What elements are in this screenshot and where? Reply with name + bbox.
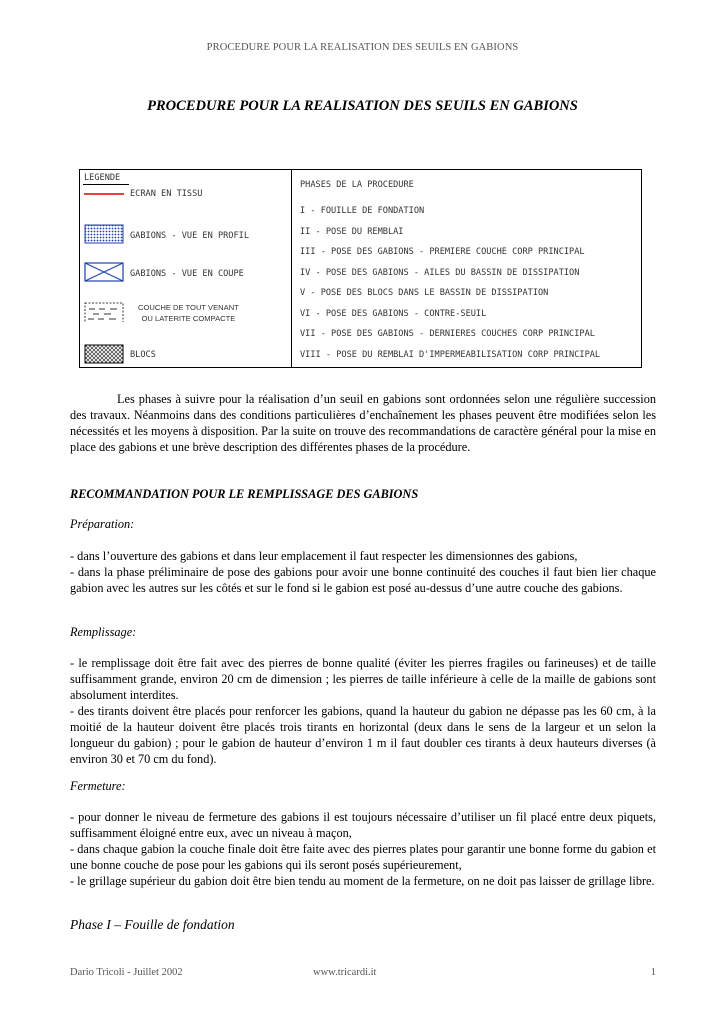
fermeture-bullet: - pour donner le niveau de fermeture des gabions il est toujours nécessaire d’utiliser un fil placé entre deux piquets, suffisamment éloigné entre eux, avec un niveau à maçon, [70,810,656,840]
fermeture-heading: Fermeture: [70,779,126,793]
legend-table [79,169,642,368]
preparation-bullet: - dans la phase préliminaire de pose des gabions pour avoir une bonne continuité des couches il faut bien lier chaque gabion avec les autres sur les côtés et sur le fond si le gabion est posé au-dessus d’une autre couche des gabions. [70,565,656,595]
remplissage-bullet: - des tirants doivent être placés pour renforcer les gabions, quand la hauteur du gabion ne dépasse pas les 60 cm, à la moitié de la hauteur doivent être placés trois tirants en horizontal (deux dans le sens de la largeur et un selon la longueur du gabion) ; pour le gabion de hauteur d’environ 1 m il faut doubler ces tirants à deux hauteurs diverses (à environ 30 et 70 cm du fond). [70,704,656,766]
footer-author: Dario Tricoli - Juillet 2002 [70,967,183,978]
legend-label-blocs: BLOCS [130,350,156,360]
phase-item: IV - POSE DES GABIONS - AILES DU BASSIN DE DISSIPATION [300,267,580,278]
gabion-section-icon [84,262,124,282]
fill-layer-icon [84,302,124,322]
legend-label-couche-line1: COUCHE DE TOUT VENANT [138,303,239,312]
preparation-list [70,548,656,596]
footer-website: www.tricardi.it [313,967,377,978]
legend-column [80,170,292,367]
section-heading: RECOMMANDATION POUR LE REMPLISSAGE DES GABIONS [70,487,419,501]
legend-label-gabion-coupe: GABIONS - VUE EN COUPE [130,269,244,279]
red-line-icon [84,184,124,204]
phase-item: VIII - POSE DU REMBLAI D'IMPERMEABILISATION CORP PRINCIPAL [300,349,601,360]
remplissage-heading: Remplissage: [70,625,137,639]
phase-item: II - POSE DU REMBLAI [300,226,404,237]
footer-page-number: 1 [650,967,656,978]
legend-label-couche-line2: OU LATERITE COMPACTE [141,314,236,323]
legend-label-couche [138,302,239,324]
fermeture-bullet: - dans chaque gabion la couche finale doit être faite avec des pierres plates pour garantir une bonne forme du gabion et une bonne couche de pose pour les gabions qui ils seront posés supérieurement, [70,842,656,872]
legend-label-ecran: ECRAN EN TISSU [130,189,203,199]
document-title: PROCEDURE POUR LA REALISATION DES SEUILS EN GABIONS [147,98,578,114]
fermeture-list [70,809,656,889]
fermeture-bullet: - le grillage supérieur du gabion doit être bien tendu au moment de la fermeture, on ne doit pas laisser de grillage libre. [70,874,655,888]
gabion-profile-icon [84,224,124,244]
phase-item: VI - POSE DES GABIONS - CONTRE-SEUIL [300,308,487,319]
legend-item-blocs [80,340,292,370]
phases-list [300,206,600,370]
preparation-heading: Préparation: [70,517,135,531]
remplissage-list [70,655,656,767]
legend-item-gabion-coupe [80,260,292,290]
legend-item-couche [80,298,292,328]
legend-title: LEGENDE [84,173,121,183]
blocks-icon [84,344,124,364]
phase-item: V - POSE DES BLOCS DANS LE BASSIN DE DISSIPATION [300,288,549,298]
phase-item: VII - POSE DES GABIONS - DERNIERES COUCHES CORP PRINCIPAL [300,329,595,339]
phase-item: III - POSE DES GABIONS - PREMIERE COUCHE CORP PRINCIPAL [300,247,585,257]
legend-label-gabion-profil: GABIONS - VUE EN PROFIL [130,231,249,241]
phase-heading: Phase I – Fouille de fondation [70,917,235,932]
phases-title: PHASES DE LA PROCEDURE [300,180,414,190]
phase-item: I - FOUILLE DE FONDATION [300,206,425,216]
preparation-bullet: - dans l’ouverture des gabions et dans leur emplacement il faut respecter les dimensionnes des gabions, [70,549,578,563]
legend-item-gabion-profil [80,222,292,252]
remplissage-bullet: - le remplissage doit être fait avec des pierres de bonne qualité (éviter les pierres fragiles ou farineuses) et de taille suffisamment grande, environ 20 cm de dimension ; les pierres de taille inférieure à celle de la maille de gabions sont absolument interdites. [70,656,656,702]
phases-column [292,170,641,367]
running-header: PROCEDURE POUR LA REALISATION DES SEUILS EN GABIONS [206,42,519,53]
legend-item-ecran [80,184,292,214]
intro-paragraph: Les phases à suivre pour la réalisation d’un seuil en gabions sont ordonnées selon une régulière succession des travaux. Néanmoins dans des conditions particulières d’enchaînement les phases peuvent être modifiées selon les nécessités et les moyens à disposition. Par la suite on trouve des recommandations de caractère général pour la mise en place des gabions et une brève description des différentes phases de la procédure. [70,392,656,454]
